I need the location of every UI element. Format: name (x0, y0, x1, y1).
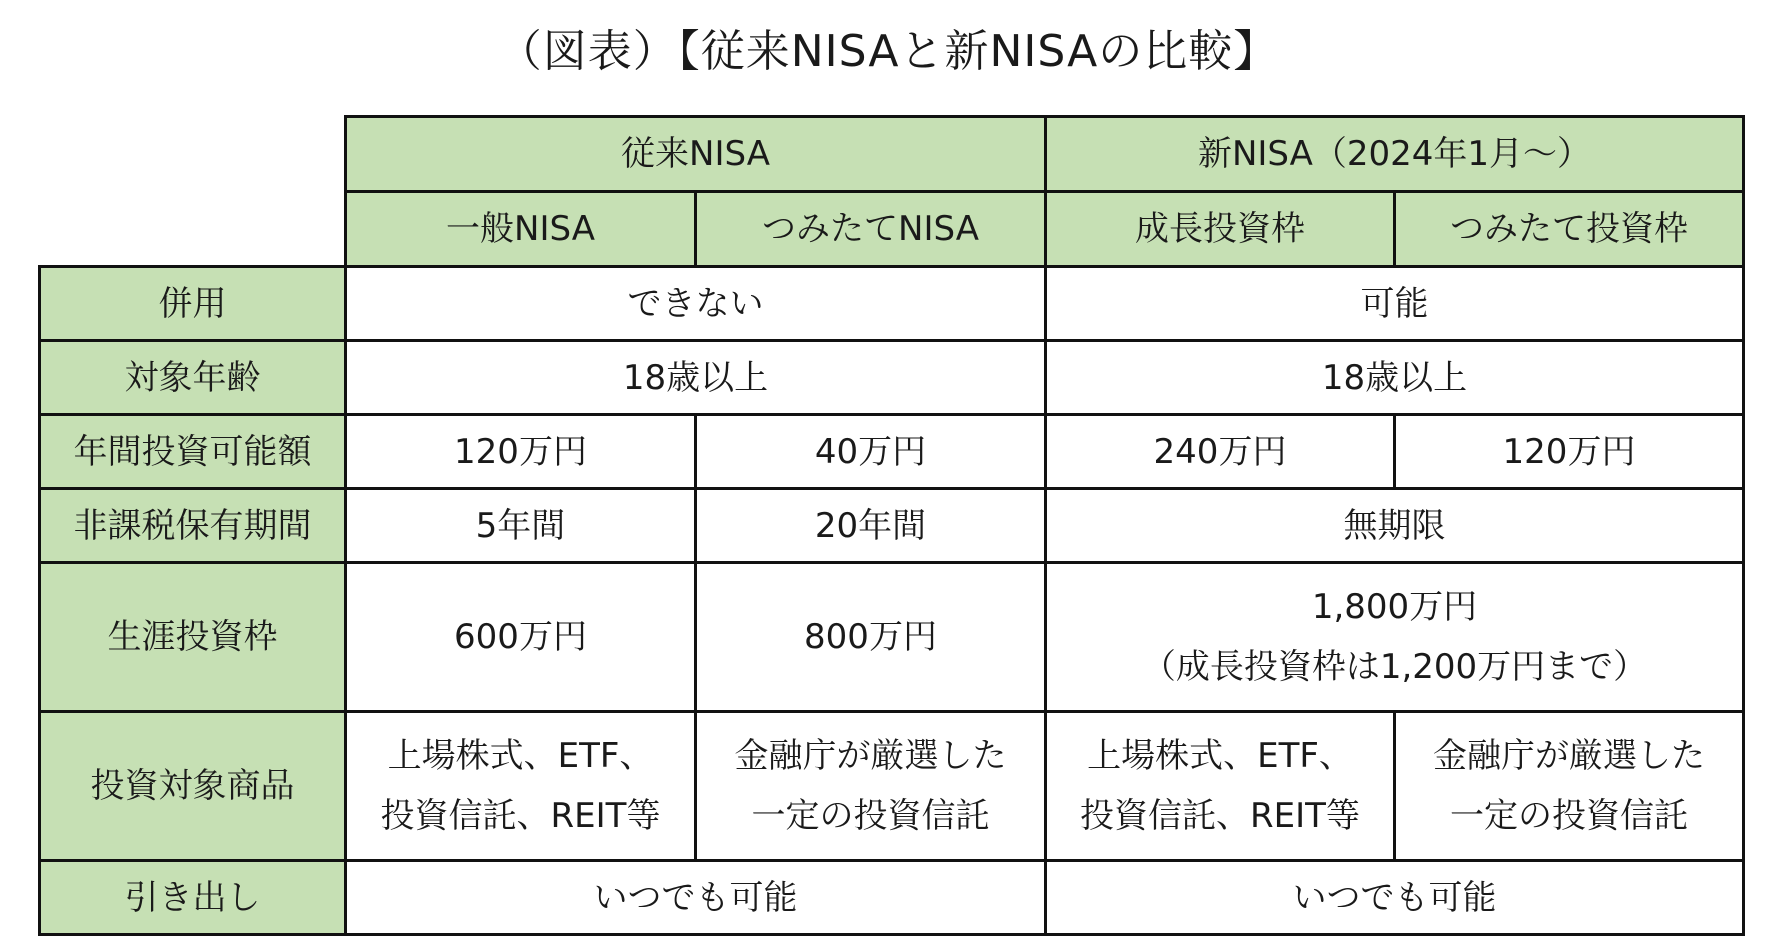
blank-corner-cell (40, 117, 346, 192)
eligible-products-tsumitate-nisa (696, 712, 1046, 861)
header-row-1 (40, 117, 1744, 192)
withdrawal-new: いつでも可能 (1046, 861, 1744, 935)
row-label-tax-free-period: 非課税保有期間 (40, 489, 346, 563)
row-label-lifetime-limit: 生涯投資枠 (40, 563, 346, 712)
table-row (40, 415, 1744, 489)
tax-free-period-tsumitate-nisa: 20年間 (696, 489, 1046, 563)
row-label-withdrawal: 引き出し (40, 861, 346, 935)
eligible-products-line: 金融庁が厳選した (734, 736, 1007, 776)
page-title: （図表）【従来NISAと新NISAの比較】 (497, 26, 1279, 77)
eligible-products-line: 一定の投資信託 (751, 796, 990, 836)
annual-limit-growth-frame: 240万円 (1046, 415, 1395, 489)
row-label-concurrent-use: 併用 (40, 267, 346, 341)
blank-corner-cell (40, 192, 346, 267)
eligible-products-tsumitate-frame (1395, 712, 1744, 861)
eligible-products-line: 投資信託、REIT等 (380, 796, 661, 836)
table-row (40, 341, 1744, 415)
withdrawal-old: いつでも可能 (346, 861, 1046, 935)
annual-limit-general-nisa: 120万円 (346, 415, 696, 489)
table-row (40, 563, 1744, 712)
header-tsumitate-frame: つみたて投資枠 (1395, 192, 1744, 267)
concurrent-use-new: 可能 (1046, 267, 1744, 341)
table-row (40, 861, 1744, 935)
eligible-products-line: 一定の投資信託 (1450, 796, 1688, 836)
tax-free-period-new: 無期限 (1046, 489, 1744, 563)
eligible-products-general-nisa (346, 712, 696, 861)
eligible-products-line: 上場株式、ETF、 (387, 736, 654, 776)
table-row (40, 489, 1744, 563)
header-growth-frame: 成長投資枠 (1046, 192, 1395, 267)
lifetime-limit-general-nisa: 600万円 (346, 563, 696, 712)
lifetime-limit-new-total: 1,800万円 (1311, 587, 1478, 627)
header-new-nisa: 新NISA（2024年1月～） (1046, 117, 1744, 192)
header-row-2 (40, 192, 1744, 267)
comparison-table (38, 115, 1745, 936)
eligible-products-line: 金融庁が厳選した (1433, 736, 1705, 776)
table-row (40, 712, 1744, 861)
table-row (40, 267, 1744, 341)
row-label-eligible-age: 対象年齢 (40, 341, 346, 415)
lifetime-limit-new-note: （成長投資枠は1,200万円まで） (1141, 647, 1648, 687)
eligible-age-old: 18歳以上 (346, 341, 1046, 415)
row-label-annual-limit: 年間投資可能額 (40, 415, 346, 489)
lifetime-limit-tsumitate-nisa: 800万円 (696, 563, 1046, 712)
header-tsumitate-nisa: つみたてNISA (696, 192, 1046, 267)
header-old-nisa: 従来NISA (346, 117, 1046, 192)
header-general-nisa: 一般NISA (346, 192, 696, 267)
annual-limit-tsumitate-frame: 120万円 (1395, 415, 1744, 489)
annual-limit-tsumitate-nisa: 40万円 (696, 415, 1046, 489)
eligible-products-line: 投資信託、REIT等 (1080, 796, 1360, 836)
tax-free-period-general-nisa: 5年間 (346, 489, 696, 563)
eligible-age-new: 18歳以上 (1046, 341, 1744, 415)
concurrent-use-old: できない (346, 267, 1046, 341)
eligible-products-line: 上場株式、ETF、 (1087, 736, 1353, 776)
lifetime-limit-new (1046, 563, 1744, 712)
eligible-products-growth-frame (1046, 712, 1395, 861)
row-label-eligible-products: 投資対象商品 (40, 712, 346, 861)
